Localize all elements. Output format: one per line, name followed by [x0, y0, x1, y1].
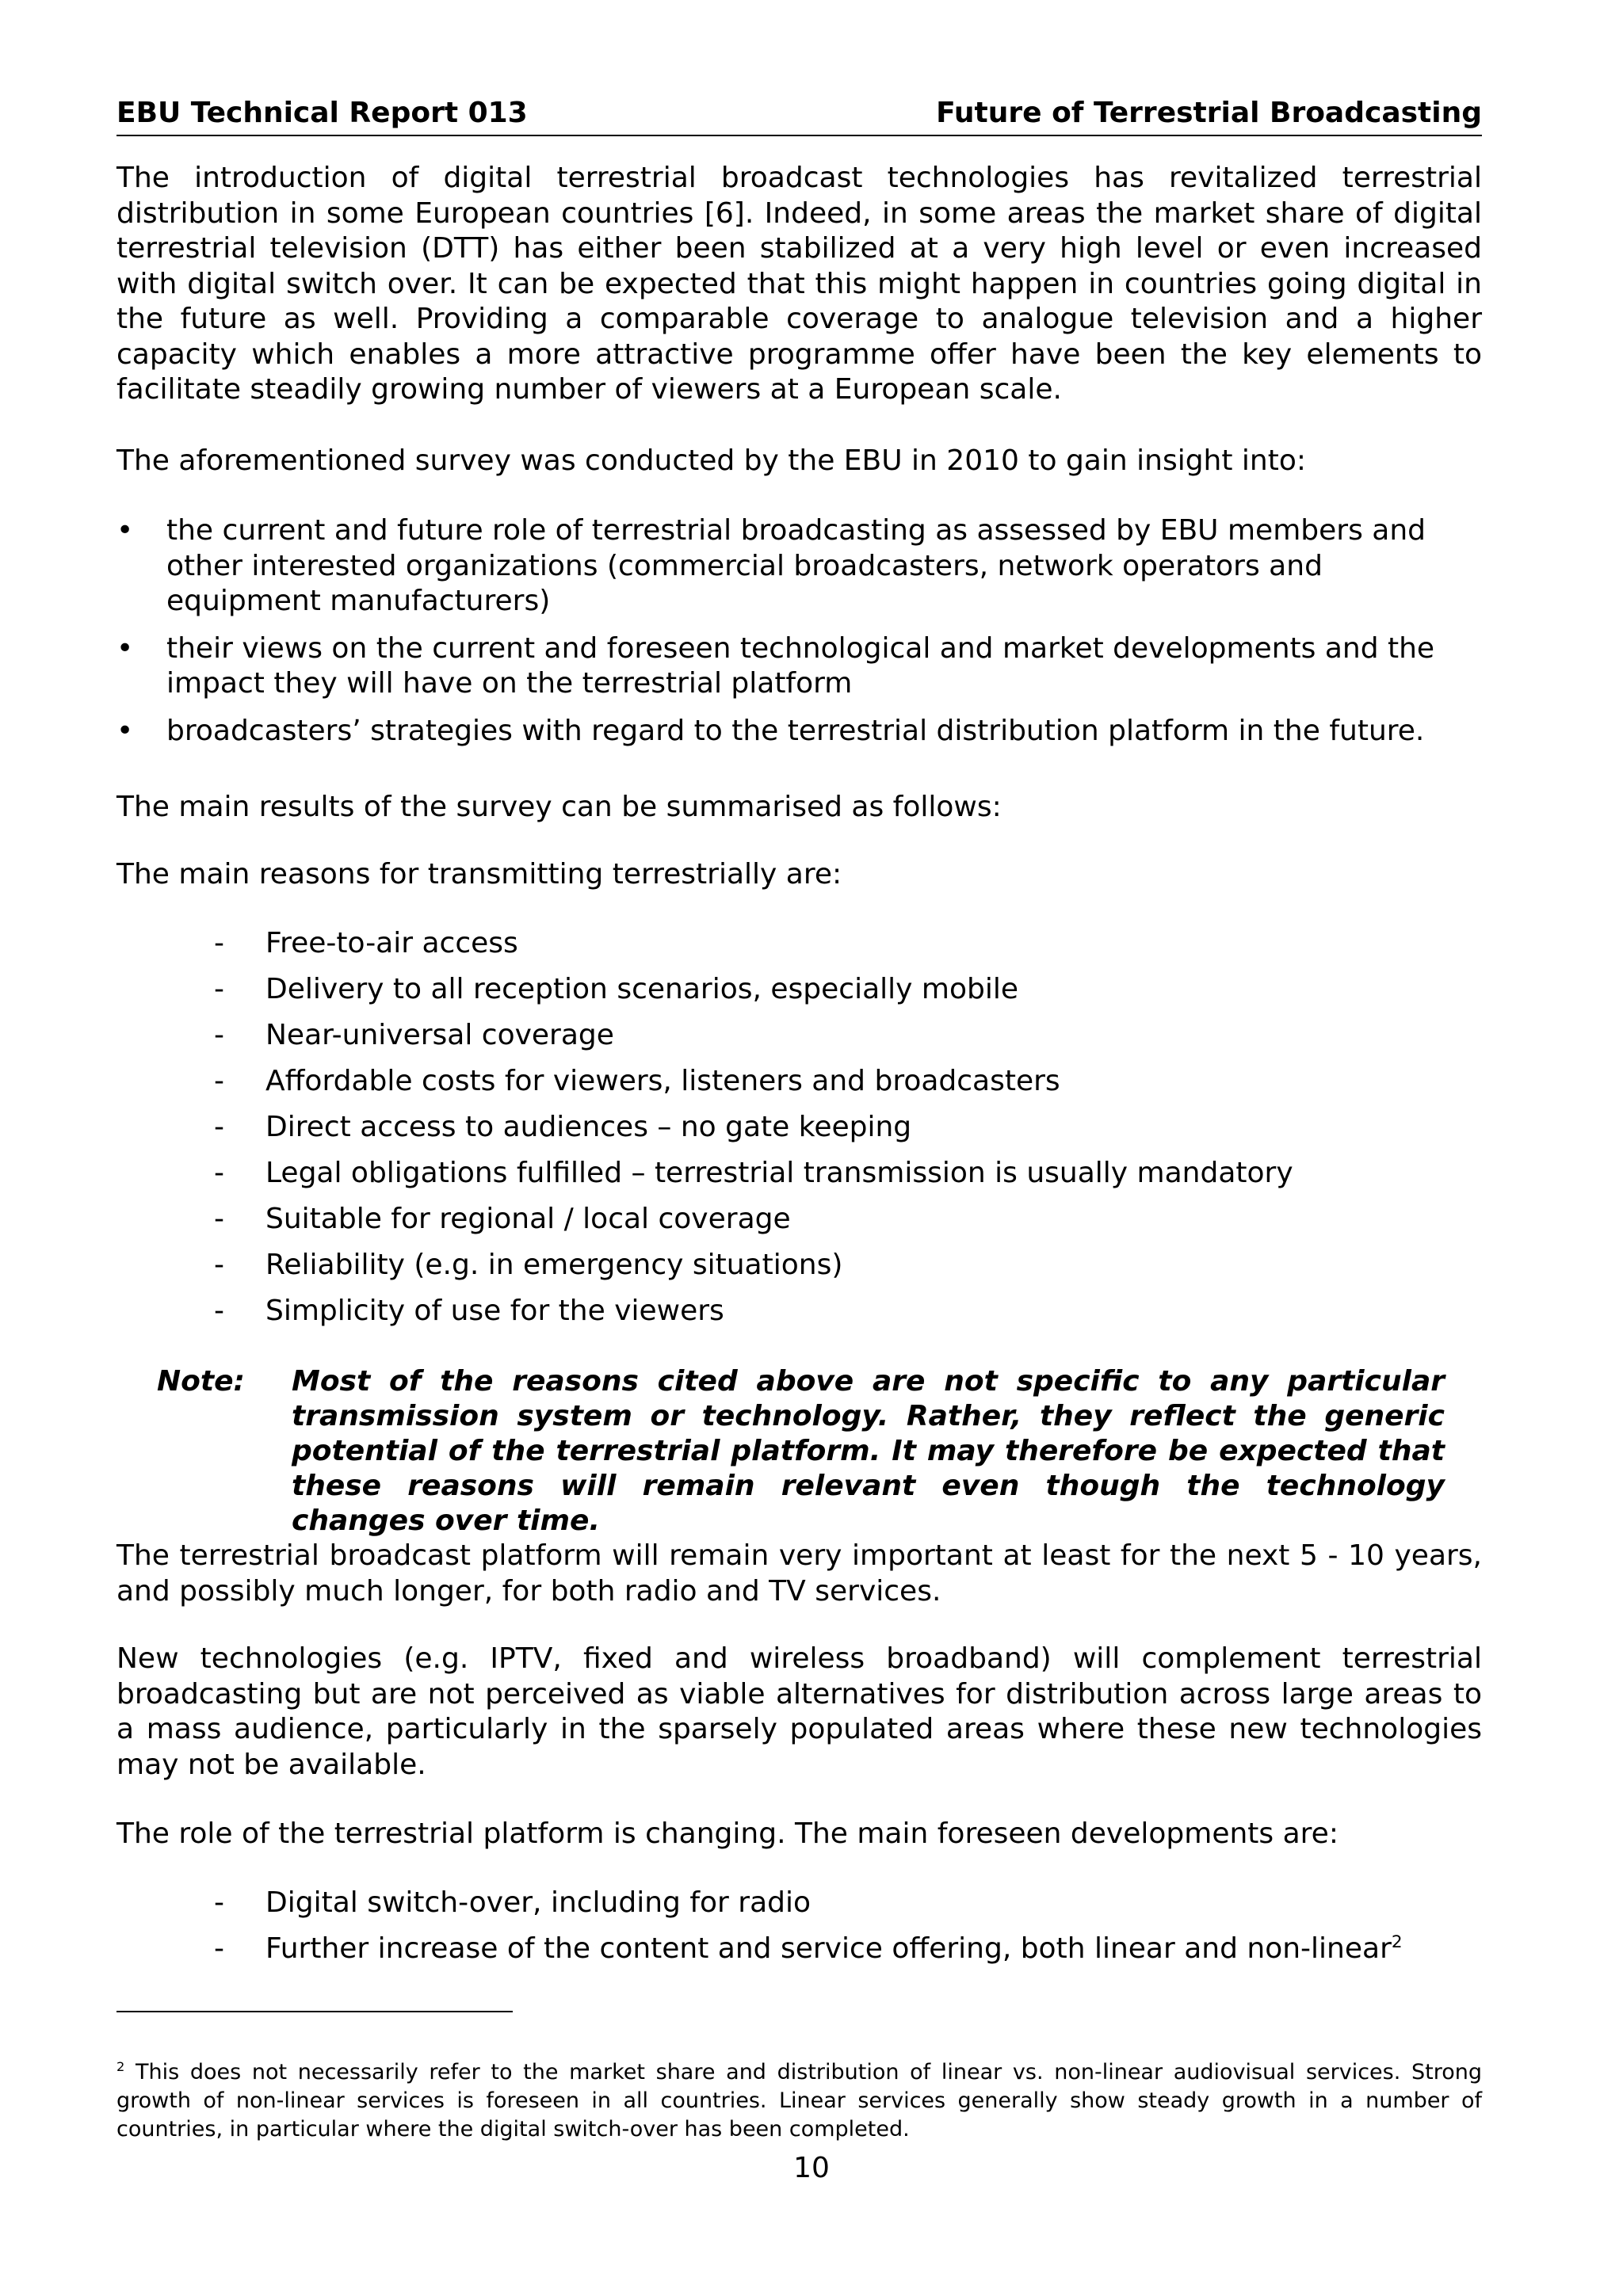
note-label: Note: [157, 1365, 245, 1398]
list-item [214, 1150, 1482, 1196]
list-item [214, 1242, 1482, 1288]
dash-icon: - [214, 1065, 224, 1097]
dash-icon: - [214, 1295, 224, 1327]
page-number: 10 [793, 2152, 830, 2184]
list-item [116, 513, 1482, 620]
list-item [214, 1926, 1482, 1972]
list-item [116, 714, 1482, 749]
list-item [214, 967, 1482, 1013]
bullet-icon: • [116, 631, 134, 665]
dash-icon: - [214, 1157, 224, 1189]
list-item [214, 1288, 1482, 1334]
reasons-intro: The main reasons for transmitting terrestrially are: [116, 858, 842, 891]
footnote-text: This does not necessarily refer to the market share and distribution of linear vs. non-linear audiovisual services. Strong growth of non-linear services is foreseen in all countries. Linear services generally show steady growth in a number of countries, in particular where the digital switch-over has been completed. [116, 2060, 1482, 2142]
list-item [214, 921, 1482, 967]
reasons-list [214, 921, 1482, 1334]
note-block [157, 1364, 1445, 1537]
bullet-text: broadcasters’ strategies with regard to the terrestrial distribution platform in the future. [166, 714, 1425, 747]
reason-text: Delivery to all reception scenarios, especially mobile [265, 973, 1018, 1005]
development-text: Further increase of the content and service offering, both linear and non-linear [265, 1932, 1392, 1965]
page-header [116, 95, 1482, 136]
report-title: EBU Technical Report 013 [116, 97, 528, 129]
dash-icon: - [214, 1932, 224, 1965]
reason-text: Simplicity of use for the viewers [265, 1295, 724, 1327]
dash-icon: - [214, 1249, 224, 1281]
document-title: Future of Terrestrial Broadcasting [936, 97, 1482, 129]
list-item [214, 1196, 1482, 1242]
reason-text: Legal obligations fulfilled – terrestrial transmission is usually mandatory [265, 1157, 1293, 1189]
bullet-text: their views on the current and foreseen technological and market developments and the impact they will have on the terrestrial platform [166, 631, 1435, 700]
list-item [214, 1104, 1482, 1150]
dash-icon: - [214, 927, 224, 959]
footnote-mark: 2 [116, 2059, 125, 2074]
intro-paragraph: The introduction of digital terrestrial broadcast technologies has revitalized terrestrial distribution in some European countries [6]. Indeed, in some areas the market share of digital terrestrial television (DTT) has either been stabilized at a very high level or even increased with digital switch over. It can be expected that this might happen in countries going digital in the future as well. Providing a comparable coverage to analogue television and a higher capacity which enables a more attractive programme offer have been the key elements to facilitate steadily growing number of viewers at a European scale. [116, 162, 1482, 406]
dash-icon: - [214, 973, 224, 1005]
list-item [116, 631, 1482, 702]
footnote-reference[interactable]: 2 [1391, 1932, 1403, 1952]
footnote [116, 2058, 1482, 2144]
reason-text: Suitable for regional / local coverage [265, 1203, 791, 1235]
list-item [214, 1880, 1482, 1926]
list-item [214, 1013, 1482, 1058]
list-item [214, 1058, 1482, 1104]
reason-text: Reliability (e.g. in emergency situations) [265, 1249, 843, 1281]
dash-icon: - [214, 1111, 224, 1143]
new-technologies-paragraph: New technologies (e.g. IPTV, fixed and wireless broadband) will complement terrestrial broadcasting but are not perceived as viable alternatives for distribution across large areas to a mass audience, particularly in the sparsely populated areas where these new technologies may not be available. [116, 1642, 1482, 1781]
survey-paragraph: The aforementioned survey was conducted by the EBU in 2010 to gain insight into: [116, 444, 1307, 477]
reason-text: Free-to-air access [265, 927, 518, 959]
developments-list [214, 1880, 1482, 1972]
bullet-text: the current and future role of terrestrial broadcasting as assessed by EBU members and other interested organizations (commercial broadcasters, network operators and equipment manufacturers) [166, 514, 1426, 617]
reason-text: Near-universal coverage [265, 1019, 614, 1051]
results-paragraph: The main results of the survey can be summarised as follows: [116, 791, 1002, 823]
dash-icon: - [214, 1019, 224, 1051]
role-paragraph: The role of the terrestrial platform is changing. The main foreseen developments are: [116, 1817, 1338, 1850]
dash-icon: - [214, 1886, 224, 1919]
footnote-divider [116, 2011, 513, 2012]
reason-text: Direct access to audiences – no gate keeping [265, 1111, 912, 1143]
survey-bullet-list [116, 513, 1482, 749]
note-text: Most of the reasons cited above are not specific to any particular transmission system or technology. Rather, they reflect the generic potential of the terrestrial platform. It may therefore be expected that these reasons will remain relevant even though the technology changes over time. [292, 1365, 1445, 1537]
bullet-icon: • [116, 714, 134, 747]
bullet-icon: • [116, 514, 134, 547]
reason-text: Affordable costs for viewers, listeners and broadcasters [265, 1065, 1060, 1097]
importance-paragraph: The terrestrial broadcast platform will remain very important at least for the next 5 - 10 years, and possibly much longer, for both radio and TV services. [116, 1539, 1482, 1608]
development-text: Digital switch-over, including for radio [265, 1886, 812, 1919]
dash-icon: - [214, 1203, 224, 1235]
